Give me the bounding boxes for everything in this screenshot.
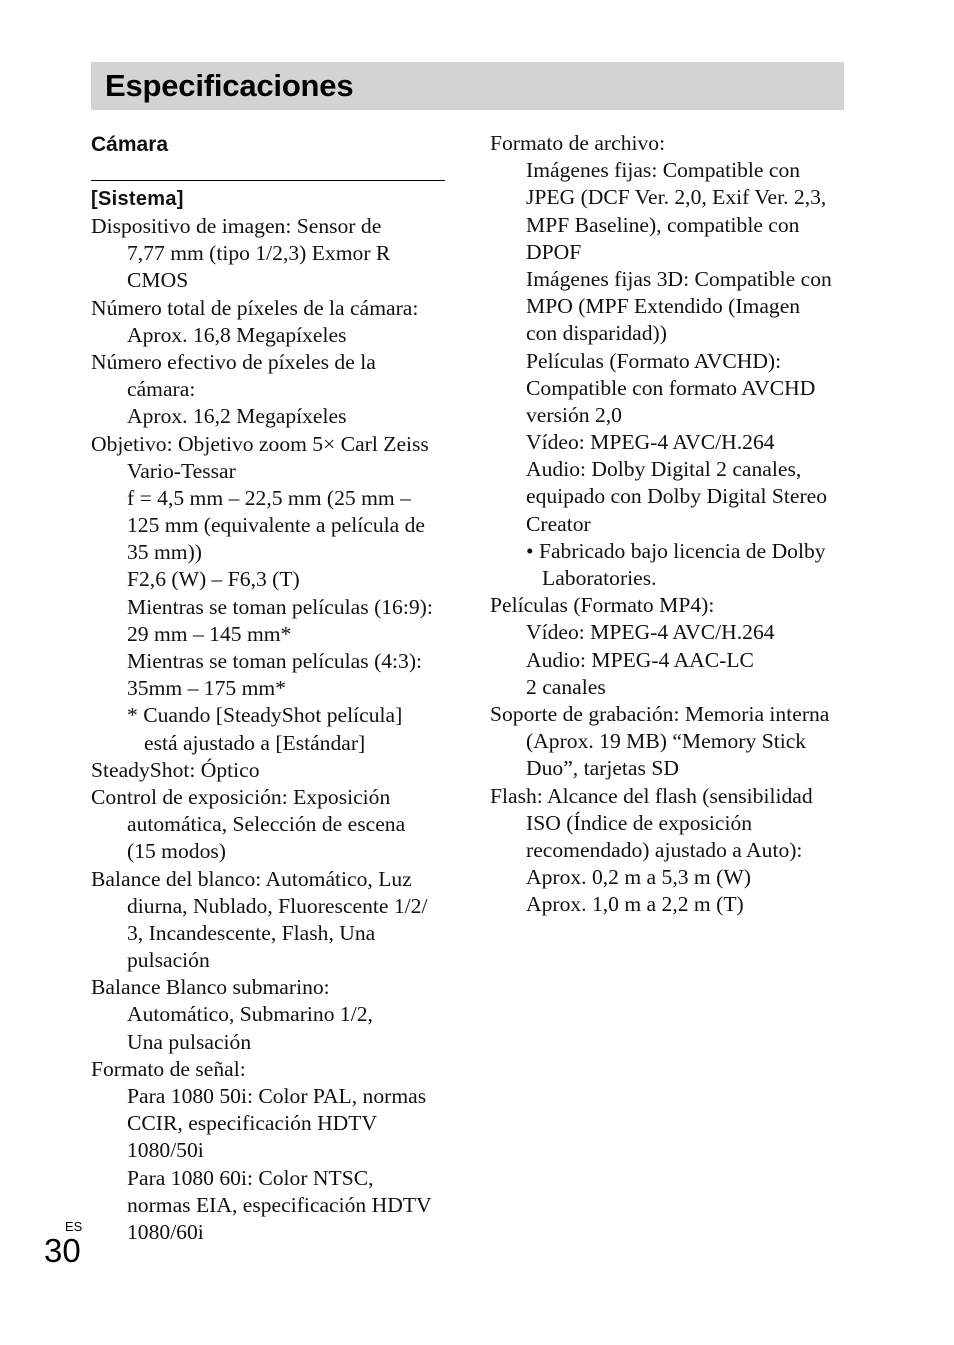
spec-line: Flash: Alcance del flash (sensibilidad xyxy=(490,783,813,808)
spec-line: 1080/50i xyxy=(127,1138,204,1163)
spec-line: Control de exposición: Exposición xyxy=(91,784,391,809)
spec-line: Imágenes fijas 3D: Compatible con xyxy=(526,266,832,291)
spec-line: con disparidad)) xyxy=(526,321,667,346)
spec-line: Películas (Formato MP4): xyxy=(490,593,715,618)
subsection-heading: [Sistema] xyxy=(91,188,184,210)
spec-line: Formato de archivo: xyxy=(490,131,666,155)
spec-line: • Fabricado bajo licencia de Dolby xyxy=(526,538,826,563)
spec-line: Aprox. 16,8 Megapíxeles xyxy=(127,322,347,347)
language-code: ES xyxy=(65,1219,83,1234)
spec-list-right xyxy=(490,130,846,918)
spec-line: (15 modos) xyxy=(127,839,226,864)
spec-line: Creator xyxy=(526,511,591,536)
spec-line: Balance del blanco: Automático, Luz xyxy=(91,866,412,891)
spec-line: 29 mm – 145 mm* xyxy=(127,621,292,646)
spec-line: F2,6 (W) – F6,3 (T) xyxy=(127,567,300,592)
spec-line: JPEG (DCF Ver. 2,0, Exif Ver. 2,3, xyxy=(526,185,827,210)
spec-line: MPO (MPF Extendido (Imagen xyxy=(526,294,801,319)
spec-line: Formato de señal: xyxy=(91,1056,246,1081)
spec-line: equipado con Dolby Digital Stereo xyxy=(526,484,828,509)
title-bar xyxy=(91,62,844,110)
spec-line: Imágenes fijas: Compatible con xyxy=(526,158,801,183)
spec-line: Dispositivo de imagen: Sensor de xyxy=(91,214,382,238)
spec-line: versión 2,0 xyxy=(526,402,622,427)
spec-line: Objetivo: Objetivo zoom 5× Carl Zeiss xyxy=(91,431,429,456)
spec-line: Aprox. 0,2 m a 5,3 m (W) xyxy=(526,865,751,890)
section-heading: Cámara xyxy=(91,133,169,156)
spec-line: CMOS xyxy=(127,268,189,293)
spec-line: ISO (Índice de exposición xyxy=(526,810,753,835)
spec-line: CCIR, especificación HDTV xyxy=(127,1111,378,1136)
spec-line: 125 mm (equivalente a película de xyxy=(127,513,426,538)
spec-line: 1080/60i xyxy=(127,1219,204,1244)
spec-line: pulsación xyxy=(127,948,210,973)
spec-line: está ajustado a [Estándar] xyxy=(144,730,366,755)
spec-line: cámara: xyxy=(127,377,196,402)
spec-line: 7,77 mm (tipo 1/2,3) Exmor R xyxy=(127,241,391,266)
spec-line: Una pulsación xyxy=(127,1029,252,1054)
spec-line: normas EIA, especificación HDTV xyxy=(127,1192,432,1217)
spec-line: 2 canales xyxy=(526,674,606,699)
spec-line: Laboratories. xyxy=(542,566,657,590)
spec-line: Audio: MPEG-4 AAC-LC xyxy=(526,647,754,672)
right-column xyxy=(490,130,846,918)
spec-line: MPF Baseline), compatible con xyxy=(526,212,800,237)
spec-line: f = 4,5 mm – 22,5 mm (25 mm – xyxy=(127,485,411,510)
spec-line: Audio: Dolby Digital 2 canales, xyxy=(526,457,802,482)
spec-line: 35 mm)) xyxy=(127,540,202,565)
spec-line: Aprox. 16,2 Megapíxeles xyxy=(127,404,347,429)
spec-line: (Aprox. 19 MB) “Memory Stick xyxy=(526,729,807,754)
spec-line: Duo”, tarjetas SD xyxy=(526,756,679,781)
spec-line: Automático, Submarino 1/2, xyxy=(127,1002,373,1027)
left-column xyxy=(91,130,445,1246)
spec-line: diurna, Nublado, Fluorescente 1/2/ xyxy=(127,893,428,918)
spec-line: 35mm – 175 mm* xyxy=(127,676,286,701)
spec-line: Vario-Tessar xyxy=(127,458,236,483)
spec-line: recomendado) ajustado a Auto): xyxy=(526,837,803,862)
spec-line: Vídeo: MPEG-4 AVC/H.264 xyxy=(526,430,775,455)
spec-line: automática, Selección de escena xyxy=(127,812,406,837)
spec-line: DPOF xyxy=(526,239,582,264)
spec-line: * Cuando [SteadyShot película] xyxy=(127,703,403,728)
spec-line: Aprox. 1,0 m a 2,2 m (T) xyxy=(526,892,744,917)
spec-line: 3, Incandescente, Flash, Una xyxy=(127,920,376,945)
page-number: 30 xyxy=(44,1232,81,1269)
spec-line: SteadyShot: Óptico xyxy=(91,757,260,782)
spec-list-left xyxy=(91,213,445,1246)
spec-line: Para 1080 60i: Color NTSC, xyxy=(127,1165,374,1190)
spec-line: Balance Blanco submarino: xyxy=(91,975,330,1000)
spec-line: Compatible con formato AVCHD xyxy=(526,375,816,400)
spec-line: Número efectivo de píxeles de la xyxy=(91,349,376,374)
spec-line: Vídeo: MPEG-4 AVC/H.264 xyxy=(526,620,775,645)
spec-line: Mientras se toman películas (16:9): xyxy=(127,594,433,619)
spec-line: Mientras se toman películas (4:3): xyxy=(127,649,423,673)
page-title: Especificaciones xyxy=(105,68,354,103)
spec-line: Para 1080 50i: Color PAL, normas xyxy=(127,1084,427,1108)
spec-line: Soporte de grabación: Memoria interna xyxy=(490,701,830,726)
spec-line: Películas (Formato AVCHD): xyxy=(526,348,782,373)
spec-line: Número total de píxeles de la cámara: xyxy=(91,295,419,320)
